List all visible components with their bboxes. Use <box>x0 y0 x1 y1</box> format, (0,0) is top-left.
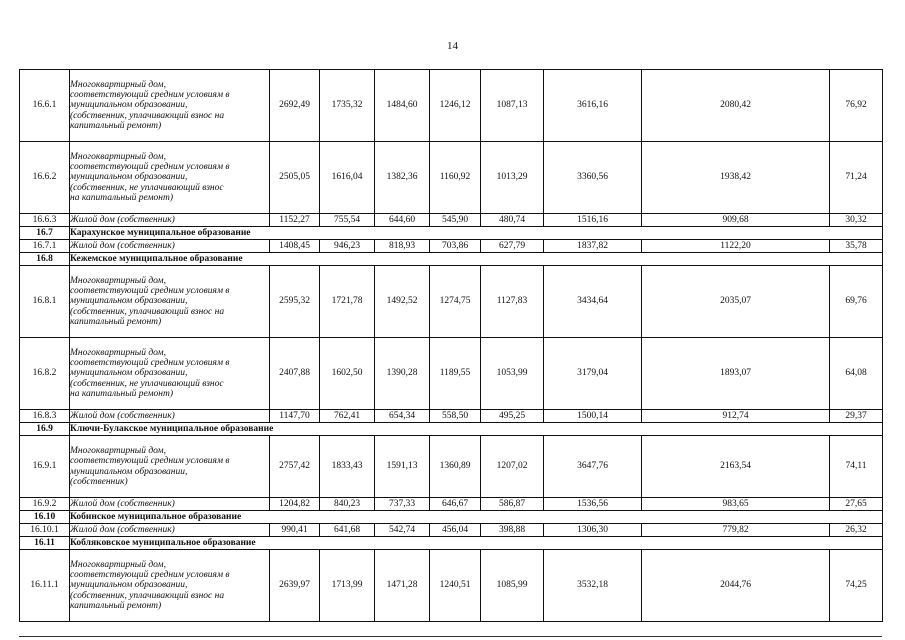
value-cell: 3532,18 <box>544 550 642 622</box>
value-cell: 64,08 <box>830 338 883 410</box>
row-code: 16.6.2 <box>20 142 70 214</box>
value-cell: 69,76 <box>830 266 883 338</box>
value-cell: 1382,36 <box>375 142 430 214</box>
value-cell: 456,04 <box>430 524 481 537</box>
description-line: (собственник, уплачивающий взнос на <box>70 306 225 317</box>
section-title: Кобинское муниципальное образование <box>70 511 883 524</box>
table-row <box>20 266 883 338</box>
value-cell: 779,82 <box>642 524 830 537</box>
value-cell: 2044,76 <box>642 550 830 622</box>
tariff-table <box>19 69 883 622</box>
value-cell: 946,23 <box>320 240 375 253</box>
section-title: Карахунское муниципальное образование <box>70 227 883 240</box>
value-cell: 1189,55 <box>430 338 481 410</box>
description-line: (собственник, не уплачивающий взнос <box>70 378 224 389</box>
table-row <box>20 338 883 410</box>
row-code: 16.9.1 <box>20 436 70 498</box>
row-description <box>70 410 270 423</box>
description-line: Многоквартирный дом, <box>70 347 166 358</box>
row-code: 16.7.1 <box>20 240 70 253</box>
value-cell: 1127,83 <box>481 266 544 338</box>
section-code: 16.7 <box>20 227 70 240</box>
value-cell: 398,88 <box>481 524 544 537</box>
value-cell: 1085,99 <box>481 550 544 622</box>
value-cell: 840,23 <box>320 498 375 511</box>
value-cell: 3434,64 <box>544 266 642 338</box>
row-description <box>70 70 270 142</box>
row-code: 16.8.2 <box>20 338 70 410</box>
value-cell: 1246,12 <box>430 70 481 142</box>
value-cell: 646,67 <box>430 498 481 511</box>
row-description <box>70 338 270 410</box>
value-cell: 1492,52 <box>375 266 430 338</box>
value-cell: 1160,92 <box>430 142 481 214</box>
description-line: на капитальный ремонт) <box>70 388 174 399</box>
value-cell: 1408,45 <box>270 240 320 253</box>
value-cell: 2163,54 <box>642 436 830 498</box>
description-line: Многоквартирный дом, <box>70 446 166 457</box>
row-description <box>70 498 270 511</box>
description-line: капитальный ремонт) <box>70 600 162 611</box>
value-cell: 627,79 <box>481 240 544 253</box>
value-cell: 1616,04 <box>320 142 375 214</box>
value-cell: 74,25 <box>830 550 883 622</box>
table-row <box>20 498 883 511</box>
description-line: соответствующий средним условиям в <box>70 570 230 581</box>
value-cell: 1306,30 <box>544 524 642 537</box>
description-line: соответствующий средним условиям в <box>70 90 230 101</box>
value-cell: 912,74 <box>642 410 830 423</box>
value-cell: 1207,02 <box>481 436 544 498</box>
value-cell: 30,32 <box>830 214 883 227</box>
description-line: на капитальный ремонт) <box>70 192 174 203</box>
value-cell: 27,65 <box>830 498 883 511</box>
description-line: Жилой дом (собственник) <box>70 240 175 251</box>
value-cell: 480,74 <box>481 214 544 227</box>
description-line: капитальный ремонт) <box>70 120 162 131</box>
row-description <box>70 142 270 214</box>
value-cell: 1516,16 <box>544 214 642 227</box>
page-number: 14 <box>447 40 458 52</box>
description-line: Жилой дом (собственник) <box>70 498 175 509</box>
value-cell: 1152,27 <box>270 214 320 227</box>
value-cell: 1602,50 <box>320 338 375 410</box>
value-cell: 654,34 <box>375 410 430 423</box>
description-line: Жилой дом (собственник) <box>70 410 175 421</box>
row-description <box>70 266 270 338</box>
value-cell: 1591,13 <box>375 436 430 498</box>
section-code: 16.9 <box>20 423 70 436</box>
value-cell: 909,68 <box>642 214 830 227</box>
value-cell: 983,65 <box>642 498 830 511</box>
value-cell: 2080,42 <box>642 70 830 142</box>
description-line: муниципальном образовании, <box>70 100 188 111</box>
value-cell: 818,93 <box>375 240 430 253</box>
value-cell: 2595,32 <box>270 266 320 338</box>
row-description <box>70 550 270 622</box>
value-cell: 3360,56 <box>544 142 642 214</box>
value-cell: 1713,99 <box>320 550 375 622</box>
description-line: соответствующий средним условиям в <box>70 358 230 369</box>
description-line: соответствующий средним условиям в <box>70 286 230 297</box>
page-bottom-rule <box>19 636 882 637</box>
row-code: 16.6.3 <box>20 214 70 227</box>
section-row <box>20 227 883 240</box>
value-cell: 1240,51 <box>430 550 481 622</box>
value-cell: 3616,16 <box>544 70 642 142</box>
value-cell: 1500,14 <box>544 410 642 423</box>
value-cell: 26,32 <box>830 524 883 537</box>
value-cell: 1204,82 <box>270 498 320 511</box>
section-row <box>20 537 883 550</box>
value-cell: 545,90 <box>430 214 481 227</box>
value-cell: 1471,28 <box>375 550 430 622</box>
row-code: 16.10.1 <box>20 524 70 537</box>
description-line: муниципальном образовании, <box>70 296 188 307</box>
description-line: муниципальном образовании, <box>70 466 188 477</box>
value-cell: 1390,28 <box>375 338 430 410</box>
description-line: (собственник, уплачивающий взнос на <box>70 590 225 601</box>
description-line: соответствующий средним условиям в <box>70 456 230 467</box>
value-cell: 1360,89 <box>430 436 481 498</box>
value-cell: 641,68 <box>320 524 375 537</box>
value-cell: 703,86 <box>430 240 481 253</box>
description-line: соответствующий средним условиям в <box>70 162 230 173</box>
value-cell: 1087,13 <box>481 70 544 142</box>
section-row <box>20 423 883 436</box>
section-row <box>20 511 883 524</box>
value-cell: 2757,42 <box>270 436 320 498</box>
row-description <box>70 240 270 253</box>
value-cell: 35,78 <box>830 240 883 253</box>
value-cell: 542,74 <box>375 524 430 537</box>
table-row <box>20 410 883 423</box>
table-row <box>20 524 883 537</box>
value-cell: 2407,88 <box>270 338 320 410</box>
value-cell: 755,54 <box>320 214 375 227</box>
value-cell: 1837,82 <box>544 240 642 253</box>
value-cell: 2692,49 <box>270 70 320 142</box>
row-description <box>70 436 270 498</box>
section-code: 16.10 <box>20 511 70 524</box>
description-line: Жилой дом (собственник) <box>70 524 175 535</box>
table-row <box>20 70 883 142</box>
section-code: 16.11 <box>20 537 70 550</box>
value-cell: 74,11 <box>830 436 883 498</box>
row-code: 16.9.2 <box>20 498 70 511</box>
table-row <box>20 550 883 622</box>
table-row <box>20 240 883 253</box>
value-cell: 2505,05 <box>270 142 320 214</box>
value-cell: 1721,78 <box>320 266 375 338</box>
table-row <box>20 142 883 214</box>
row-description <box>70 214 270 227</box>
value-cell: 1484,60 <box>375 70 430 142</box>
value-cell: 644,60 <box>375 214 430 227</box>
description-line: (собственник) <box>70 476 128 487</box>
description-line: муниципальном образовании, <box>70 172 188 183</box>
value-cell: 3647,76 <box>544 436 642 498</box>
description-line: муниципальном образовании, <box>70 368 188 379</box>
value-cell: 2035,07 <box>642 266 830 338</box>
description-line: Многоквартирный дом, <box>70 151 166 162</box>
description-line: Многоквартирный дом, <box>70 79 166 90</box>
value-cell: 1122,20 <box>642 240 830 253</box>
section-title: Кежемское муниципальное образование <box>70 253 883 266</box>
description-line: муниципальном образовании, <box>70 580 188 591</box>
value-cell: 1274,75 <box>430 266 481 338</box>
section-code: 16.8 <box>20 253 70 266</box>
description-line: капитальный ремонт) <box>70 316 162 327</box>
value-cell: 29,37 <box>830 410 883 423</box>
description-line: Жилой дом (собственник) <box>70 214 175 225</box>
row-code: 16.11.1 <box>20 550 70 622</box>
value-cell: 1735,32 <box>320 70 375 142</box>
row-code: 16.8.1 <box>20 266 70 338</box>
value-cell: 1147,70 <box>270 410 320 423</box>
value-cell: 71,24 <box>830 142 883 214</box>
table-row <box>20 214 883 227</box>
row-description <box>70 524 270 537</box>
description-line: (собственник, не уплачивающий взнос <box>70 182 224 193</box>
value-cell: 586,87 <box>481 498 544 511</box>
value-cell: 990,41 <box>270 524 320 537</box>
value-cell: 76,92 <box>830 70 883 142</box>
value-cell: 1053,99 <box>481 338 544 410</box>
description-line: Многоквартирный дом, <box>70 559 166 570</box>
section-title: Кобляковское муниципальное образование <box>70 537 883 550</box>
value-cell: 762,41 <box>320 410 375 423</box>
value-cell: 1013,29 <box>481 142 544 214</box>
value-cell: 1893,07 <box>642 338 830 410</box>
value-cell: 2639,97 <box>270 550 320 622</box>
table-row <box>20 436 883 498</box>
row-code: 16.8.3 <box>20 410 70 423</box>
section-row <box>20 253 883 266</box>
value-cell: 1833,43 <box>320 436 375 498</box>
value-cell: 1536,56 <box>544 498 642 511</box>
row-code: 16.6.1 <box>20 70 70 142</box>
value-cell: 558,50 <box>430 410 481 423</box>
value-cell: 737,33 <box>375 498 430 511</box>
value-cell: 3179,04 <box>544 338 642 410</box>
value-cell: 495,25 <box>481 410 544 423</box>
description-line: (собственник, уплачивающий взнос на <box>70 110 225 121</box>
description-line: Многоквартирный дом, <box>70 275 166 286</box>
value-cell: 1938,42 <box>642 142 830 214</box>
section-title: Ключи-Булакское муниципальное образование <box>70 423 883 436</box>
